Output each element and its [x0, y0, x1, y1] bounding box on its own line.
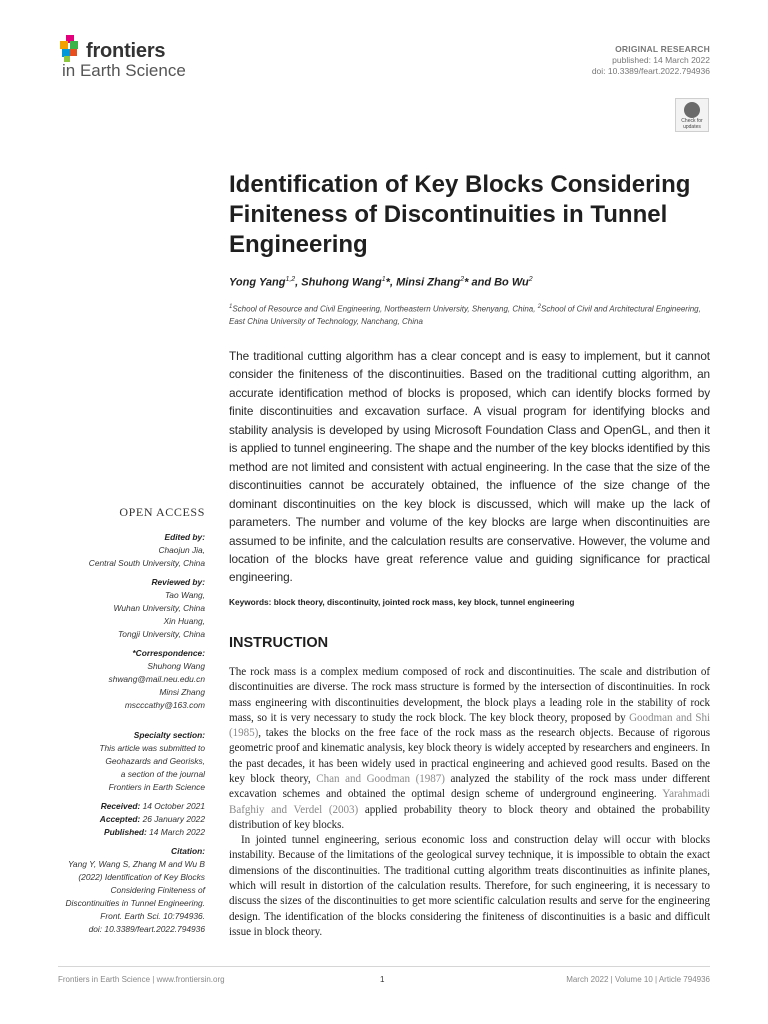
text-run: , takes the blocks on the free face of the rock mass as the research objects. Because of rigorous geometric proof and kinematic analysis, key block theory is widely accepted by researchers and engineers. In the past decades, it has been widely used in practical engineering and achieved good results. Based on the key block theory,	[229, 727, 710, 785]
article-header	[592, 44, 710, 77]
citation-link[interactable]: Chan and Goodman (1987)	[316, 772, 445, 785]
text-run: analyzed the stability of the rock mass under different excavation schemes and obtained the optimal design scheme of underground engineering.	[229, 772, 710, 801]
citation-link[interactable]: Yarahmadi Bafghiy and Verdel (2003)	[229, 788, 710, 816]
citation-line: Front. Earth Sci. 10:794936.	[100, 911, 205, 921]
check-updates-label: Check for updates	[681, 118, 703, 130]
author-name[interactable]: Minsi Zhang	[396, 276, 461, 289]
published-date-side: 14 March 2022	[149, 827, 205, 837]
footer-journal[interactable]: Frontiers in Earth Science | www.frontiersin.org	[58, 975, 225, 984]
correspondence-email[interactable]: shwang@mail.neu.edu.cn	[108, 674, 205, 684]
author-affil-sup: 2	[460, 276, 465, 283]
paragraph: In jointed tunnel engineering, serious economic loss and construction delay will occur with blocks instability. Because of the limitations of the geological survey technique, it is impossible to obtain the exact dimensions of the discontinuities. The traditional cutting algorithm treats discontinuities as infinite planes, which will result in distortion of the calculation results. Therefore, for such engineering, it is necessary to discuss the sizes of the discontinuities to get more scientific calculation results and serve for the engineering design. The identification of the blocks considering the finiteness of discontinuities is a basic and difficult issue in block theory.	[229, 834, 710, 938]
author-name[interactable]: Yong Yang	[229, 276, 286, 289]
author-affil-sup: 2	[528, 276, 533, 283]
editor-line: Chaojun Jia,	[158, 545, 205, 555]
specialty-label: Specialty section:	[133, 730, 205, 740]
correspondence-label: *Correspondence:	[132, 648, 205, 658]
affiliations	[229, 301, 709, 328]
check-updates-icon	[684, 102, 700, 118]
corresponding-mark: *	[464, 276, 469, 289]
reviewed-by-label: Reviewed by:	[151, 577, 205, 587]
author-name[interactable]: Shuhong Wang	[301, 276, 382, 289]
journal-logo	[58, 33, 238, 83]
reviewer-line: Xin Huang,	[163, 616, 205, 626]
text-run: applied probability theory to block theory and obtained the probability distribution of key blocks.	[229, 803, 710, 831]
dates-block	[100, 800, 205, 839]
abstract: The traditional cutting algorithm has a clear concept and is easy to implement, but it cannot consider the finiteness of the discontinuities. Based on the traditional cutting algorithm, an accurate identification method of blocks is proposed, which can identify blocks formed by finite discontinuities and excavation surface. A visual program for identifying blocks and stability analysis is developed by using Microsoft Foundation Class and OpenGL, and then it is applied to tunnel engineering. The shape and the number of the key blocks identified by this method are not limited and consistent with actual engineering. In the case that the size of the discontinuities cannot be accurately obtained, the influence of the size change of the dominant discontinuities on the key block is discussed, which will make up the lack of parameters. The number and volume of the key blocks are large when discontinuities are assumed to be infinite, and the calculation results are conservative. However, the volume and location of the blocks have great reference value and guiding significance for practical engineering.	[229, 349, 710, 585]
citation-line: Discontinuities in Tunnel Engineering.	[65, 898, 205, 908]
edited-by-label: Edited by:	[164, 532, 205, 542]
footer-divider	[58, 966, 710, 967]
keywords: Keywords: block theory, discontinuity, jointed rock mass, key block, tunnel engineering	[229, 597, 575, 607]
article-title: Identification of Key Blocks Considering Finiteness of Discontinuities in Tunnel Engineering	[229, 171, 691, 258]
section-heading: INSTRUCTION	[229, 635, 329, 651]
text-run: The rock mass is a complex medium composed of rock and discontinuities. The scale and distribution of discontinuities are diverse. The rock mass structure is formed by the intersection of discontinuities. In rock mass engineering with discontinuities development, the block plays a leading role in the stability of rock mass, so it is very necessary to study the rock block. The key block theory, proposed by	[229, 666, 710, 724]
received-label: Received:	[100, 801, 141, 811]
reviewer-line: Wuhan University, China	[113, 603, 205, 613]
citation-doi[interactable]: doi: 10.3389/feart.2022.794936	[88, 924, 205, 934]
specialty-line: Frontiers in Earth Science	[108, 782, 205, 792]
citation-label: Citation:	[171, 846, 205, 856]
correspondence-name: Minsi Zhang	[159, 687, 205, 697]
footer-issue: March 2022 | Volume 10 | Article 794936	[566, 975, 710, 984]
author-affil-sup: 1	[381, 276, 386, 283]
reviewer-line: Tongji University, China	[117, 629, 205, 639]
correspondence-name: Shuhong Wang	[147, 661, 205, 671]
citation-line: Yang Y, Wang S, Zhang M and Wu B	[67, 859, 205, 869]
open-access-label: OPEN ACCESS	[119, 505, 205, 519]
affiliation-1: School of Resource and Civil Engineering, Northeastern University, Shenyang, China,	[232, 304, 538, 314]
citation-line: (2022) Identification of Key Blocks	[78, 872, 205, 882]
author-name[interactable]: Bo Wu	[494, 276, 529, 289]
specialty-line: Geohazards and Georisks,	[105, 756, 205, 766]
accepted-label: Accepted:	[99, 814, 141, 824]
journal-subtitle: in Earth Science	[62, 61, 186, 80]
specialty-line: This article was submitted to	[99, 743, 205, 753]
affil-sup: 1	[229, 304, 233, 310]
published-label: Published:	[103, 827, 147, 837]
journal-brand: frontiers	[86, 40, 166, 62]
citation-block	[65, 845, 205, 936]
paragraph	[229, 665, 710, 833]
article-doi[interactable]: doi: 10.3389/feart.2022.794936	[591, 66, 710, 76]
specialty-section-block	[99, 729, 205, 794]
specialty-line: a section of the journal	[120, 769, 205, 779]
author-affil-sup: 1,2	[285, 276, 296, 283]
check-for-updates-badge[interactable]	[675, 98, 709, 132]
body-text	[229, 665, 710, 940]
correspondence-block	[109, 647, 206, 712]
received-date: 14 October 2021	[142, 801, 205, 811]
affil-sup: 2	[537, 304, 542, 310]
citation-line: Considering Finiteness of	[110, 885, 205, 895]
author-list	[229, 276, 709, 289]
separator: and	[468, 276, 495, 289]
reviewer-line: Tao Wang,	[164, 590, 205, 600]
article-type: ORIGINAL RESEARCH	[615, 44, 710, 54]
editor-line: Central South University, China	[88, 558, 205, 568]
correspondence-email[interactable]: mscccathy@163.com	[124, 700, 205, 710]
corresponding-mark: *	[385, 276, 390, 289]
accepted-date: 26 January 2022	[142, 814, 205, 824]
separator: ,	[295, 276, 302, 289]
affiliation-2: School of Civil and Architectural Engineering, East China University of Technology, Nanchang, China	[229, 304, 701, 326]
edited-by-block	[89, 531, 205, 570]
citation-link[interactable]: Goodman and Shi (1985)	[229, 711, 710, 740]
separator: ,	[389, 276, 397, 289]
page-number: 1	[380, 975, 385, 984]
published-date: published: 14 March 2022	[612, 55, 710, 65]
reviewed-by-block	[113, 576, 205, 641]
